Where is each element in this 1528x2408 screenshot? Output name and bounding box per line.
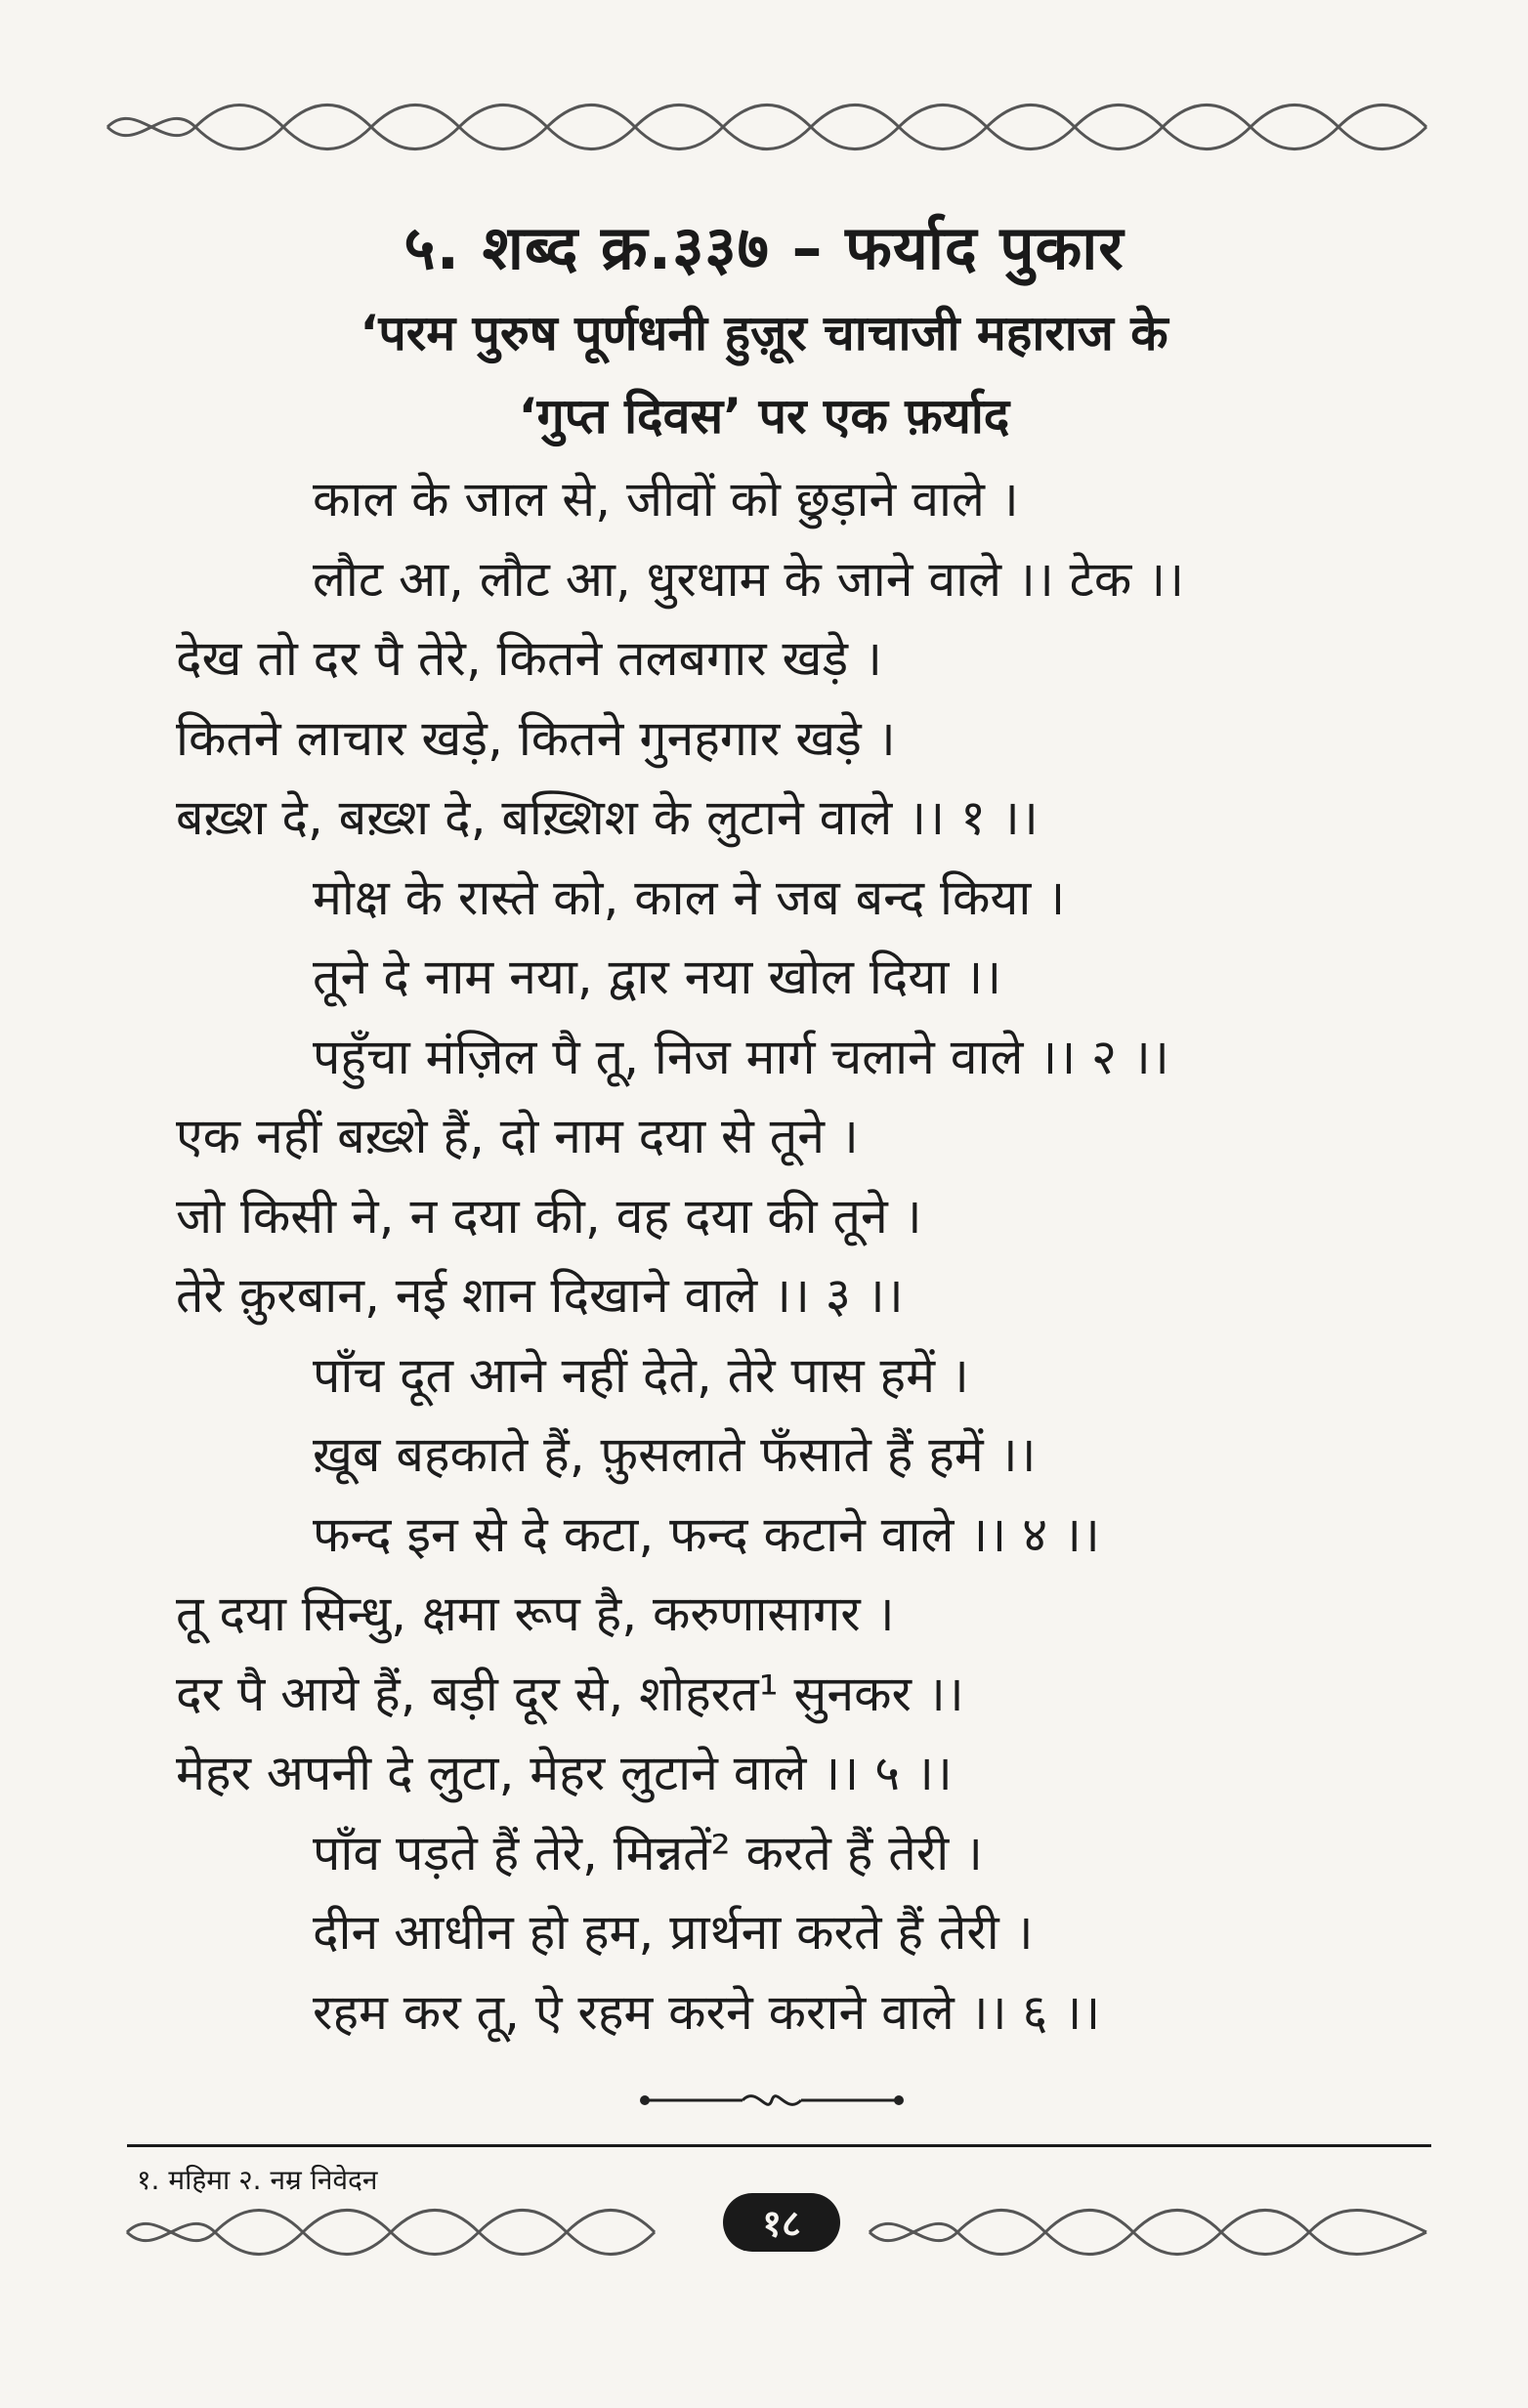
verse-line: रहम कर तू, ऐ रहम करने कराने वाले ।। ६ ।।: [313, 1983, 1101, 2041]
verse-line: तू दया सिन्धु, क्षमा रूप है, करुणासागर ।: [176, 1585, 895, 1642]
footnote: १. महिमा २. नम्र निवेदन: [137, 2164, 378, 2196]
verse-line: जो किसी ने, न दया की, वह दया की तूने ।: [176, 1187, 922, 1245]
verse-line: काल के जाल से, जीवों को छुड़ाने वाले ।: [313, 471, 1019, 528]
ornament-divider-icon: [635, 2081, 909, 2120]
verse-line: कितने लाचार खड़े, कितने गुनहगार खड़े ।: [176, 709, 896, 767]
ornament-border-top-icon: [98, 98, 1436, 156]
subtitle-line-2: ‘गुप्त दिवस’ पर एक फ़र्याद: [518, 388, 1010, 444]
verse-line: तूने दे नाम नया, द्वार नया खोल दिया ।।: [313, 949, 1002, 1005]
verse-line: लौट आ, लौट आ, धुरधाम के जाने वाले ।। टेक ।।: [313, 550, 1185, 608]
page-title: ५. शब्द क्र.३३७ – फर्याद पुकार: [403, 212, 1125, 283]
verse-line: पाँच दूत आने नहीं देते, तेरे पास हमें ।: [313, 1346, 969, 1404]
verse-line: देख तो दर पै तेरे, कितने तलबगार खड़े ।: [176, 630, 882, 687]
verse-line: तेरे क़ुरबान, नई शान दिखाने वाले ।। ३ ।।: [176, 1267, 904, 1324]
verse-line: पहुँचा मंज़िल पै तू, निज मार्ग चलाने वाले ।। २ ।।: [313, 1028, 1169, 1085]
verse-line: पाँव पड़ते हैं तेरे, मिन्नतें² करते हैं तेरी ।: [313, 1824, 983, 1881]
footnote-rule: [127, 2144, 1431, 2147]
verse-line: फन्द इन से दे कटा, फन्द कटाने वाले ।। ४ ।।: [313, 1505, 1100, 1563]
verse-line: एक नहीं बख़्शे हैं, दो नाम दया से तूने ।: [176, 1108, 859, 1164]
page-number: १८: [723, 2193, 840, 2252]
verse-line: बख़्श दे, बख़्श दे, बख़्शिश के लुटाने वाले ।। १ ।।: [176, 789, 1039, 846]
subtitle-line-1: ‘परम पुरुष पूर्णधनी हुज़ूर चाचाजी महाराज के: [360, 305, 1168, 361]
verse-line: ख़ूब बहकाते हैं, फ़ुसलाते फँसाते हैं हमें ।।: [313, 1426, 1037, 1483]
verse-line: मोक्ष के रास्ते को, काल ने जब बन्द किया ।: [313, 868, 1066, 926]
verse-line: दर पै आये हैं, बड़ी दूर से, शोहरत¹ सुनकर ।।: [176, 1665, 964, 1722]
verse-line: दीन आधीन हो हम, प्रार्थना करते हैं तेरी ।: [313, 1904, 1034, 1961]
verse-line: मेहर अपनी दे लुटा, मेहर लुटाने वाले ।। ५ ।।: [176, 1745, 953, 1801]
